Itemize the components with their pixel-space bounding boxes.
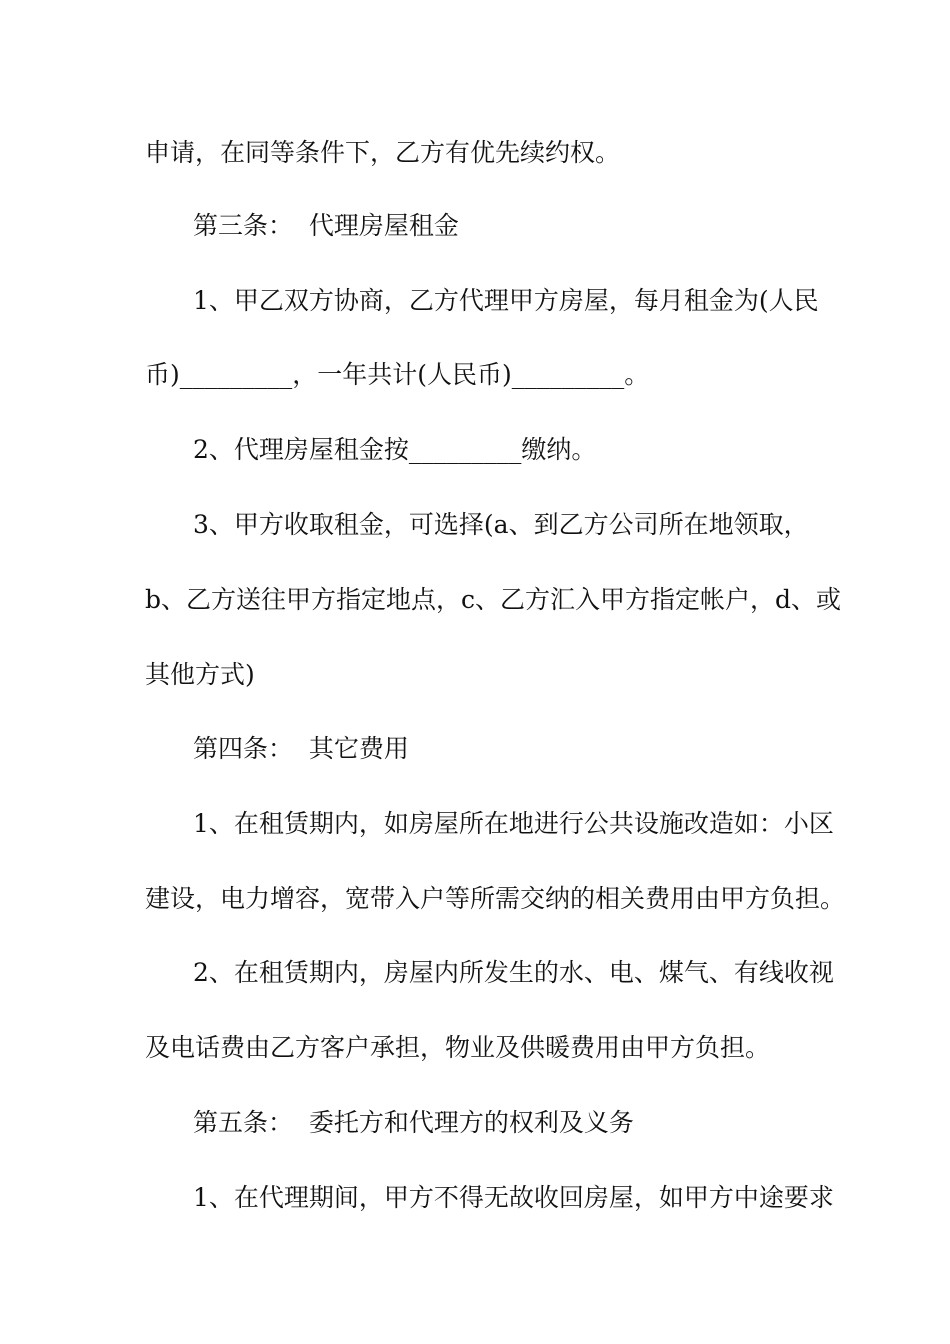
text-line-4: 币)_________，一年共计(人民币)_________。: [145, 360, 650, 389]
text-line-3: 1、甲乙双方协商，乙方代理甲方房屋，每月租金为(人民: [193, 286, 819, 315]
section-heading-3: 第三条： 代理房屋租金: [193, 211, 459, 240]
text-line-1: 申请，在同等条件下，乙方有优先续约权。: [145, 138, 621, 167]
text-line-10: 1、在租赁期内，如房屋所在地进行公共设施改造如：小区: [193, 809, 834, 838]
section-heading-5: 第五条： 委托方和代理方的权利及义务: [193, 1108, 634, 1137]
text-line-6: 3、甲方收取租金，可选择(a、到乙方公司所在地领取，: [193, 510, 809, 539]
text-line-12: 2、在租赁期内，房屋内所发生的水、电、煤气、有线收视: [193, 958, 834, 987]
text-line-11: 建设，电力增容，宽带入户等所需交纳的相关费用由甲方负担。: [145, 884, 846, 913]
text-line-15: 1、在代理期间，甲方不得无故收回房屋，如甲方中途要求: [193, 1183, 834, 1212]
text-line-5: 2、代理房屋租金按_________缴纳。: [193, 435, 597, 464]
text-line-7: b、乙方送往甲方指定地点，c、乙方汇入甲方指定帐户，d、或: [145, 585, 842, 614]
text-line-13: 及电话费由乙方客户承担，物业及供暖费用由甲方负担。: [145, 1033, 771, 1062]
text-line-8: 其他方式): [145, 660, 255, 689]
section-heading-4: 第四条： 其它费用: [193, 734, 409, 763]
